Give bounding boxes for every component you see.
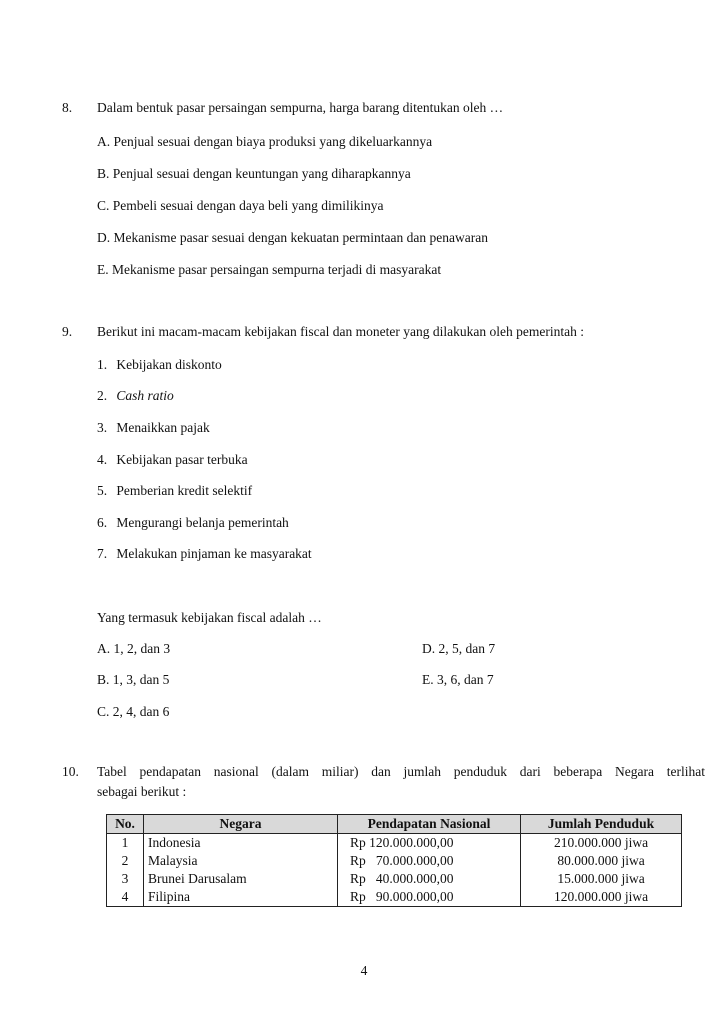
header-negara: Negara (144, 815, 338, 834)
page-number: 4 (360, 963, 368, 978)
q9-item-2: 2. Cash ratio (97, 388, 174, 403)
q8-option-b: B. Penjual sesuai dengan keuntungan yang diharapkannya (97, 166, 411, 181)
table-row (107, 870, 682, 888)
cell-negara: Filipina (144, 888, 338, 907)
national-income-table (106, 814, 682, 907)
table-row (107, 888, 682, 907)
q9-prompt: Yang termasuk kebijakan fiscal adalah … (97, 610, 322, 625)
q9-item-1: 1. Kebijakan diskonto (97, 357, 222, 372)
q9-item-5: 5. Pemberian kredit selektif (97, 483, 253, 498)
cell-pendapatan: Rp 90.000.000,00 (338, 888, 521, 907)
cell-negara: Brunei Darusalam (144, 870, 338, 888)
cell-pendapatan: Rp 70.000.000,00 (338, 852, 521, 870)
table-row (107, 852, 682, 870)
header-jumlah: Jumlah Penduduk (521, 815, 682, 834)
q8-question: Dalam bentuk pasar persaingan sempurna, harga barang ditentukan oleh … (97, 100, 504, 115)
q9-question: Berikut ini macam-macam kebijakan fiscal dan moneter yang dilakukan oleh pemerintah : (97, 324, 584, 339)
q9-item-7: 7. Melakukan pinjaman ke masyarakat (97, 546, 312, 561)
q10-number: 10. (62, 764, 79, 779)
q8-option-a: A. Penjual sesuai dengan biaya produksi yang dikeluarkannya (97, 134, 433, 149)
q10-question-line1: Tabel pendapatan nasional (dalam miliar) dan jumlah penduduk dari beberapa Negara terlihat (97, 764, 705, 779)
q8-option-d: D. Mekanisme pasar sesuai dengan kekuatan permintaan dan penawaran (97, 230, 488, 245)
header-pendapatan: Pendapatan Nasional (338, 815, 521, 834)
q9-number: 9. (62, 324, 73, 339)
q8-option-c: C. Pembeli sesuai dengan daya beli yang dimilikinya (97, 198, 384, 213)
cell-no: 3 (107, 870, 144, 888)
q10-question-line2: sebagai berikut : (97, 784, 187, 799)
cell-jumlah: 210.000.000 jiwa (521, 834, 682, 853)
cell-pendapatan: Rp 40.000.000,00 (338, 870, 521, 888)
cell-no: 2 (107, 852, 144, 870)
q9-item-4: 4. Kebijakan pasar terbuka (97, 452, 248, 467)
cell-negara: Malaysia (144, 852, 338, 870)
cell-no: 1 (107, 834, 144, 853)
q9-option-a: A. 1, 2, dan 3 (97, 641, 171, 656)
table-row (107, 834, 682, 853)
q8-number: 8. (62, 100, 73, 115)
cell-pendapatan: Rp 120.000.000,00 (338, 834, 521, 853)
cell-jumlah: 80.000.000 jiwa (521, 852, 682, 870)
q9-item-3: 3. Menaikkan pajak (97, 420, 210, 435)
cell-negara: Indonesia (144, 834, 338, 853)
q9-option-d: D. 2, 5, dan 7 (422, 641, 496, 656)
q9-option-e: E. 3, 6, dan 7 (422, 672, 494, 687)
cell-jumlah: 15.000.000 jiwa (521, 870, 682, 888)
cell-jumlah: 120.000.000 jiwa (521, 888, 682, 907)
cell-no: 4 (107, 888, 144, 907)
q9-option-c: C. 2, 4, dan 6 (97, 704, 170, 719)
q9-option-b: B. 1, 3, dan 5 (97, 672, 170, 687)
header-no: No. (107, 815, 144, 834)
table-header-row (107, 815, 682, 834)
q8-option-e: E. Mekanisme pasar persaingan sempurna terjadi di masyarakat (97, 262, 442, 277)
q9-item-6: 6. Mengurangi belanja pemerintah (97, 515, 289, 530)
